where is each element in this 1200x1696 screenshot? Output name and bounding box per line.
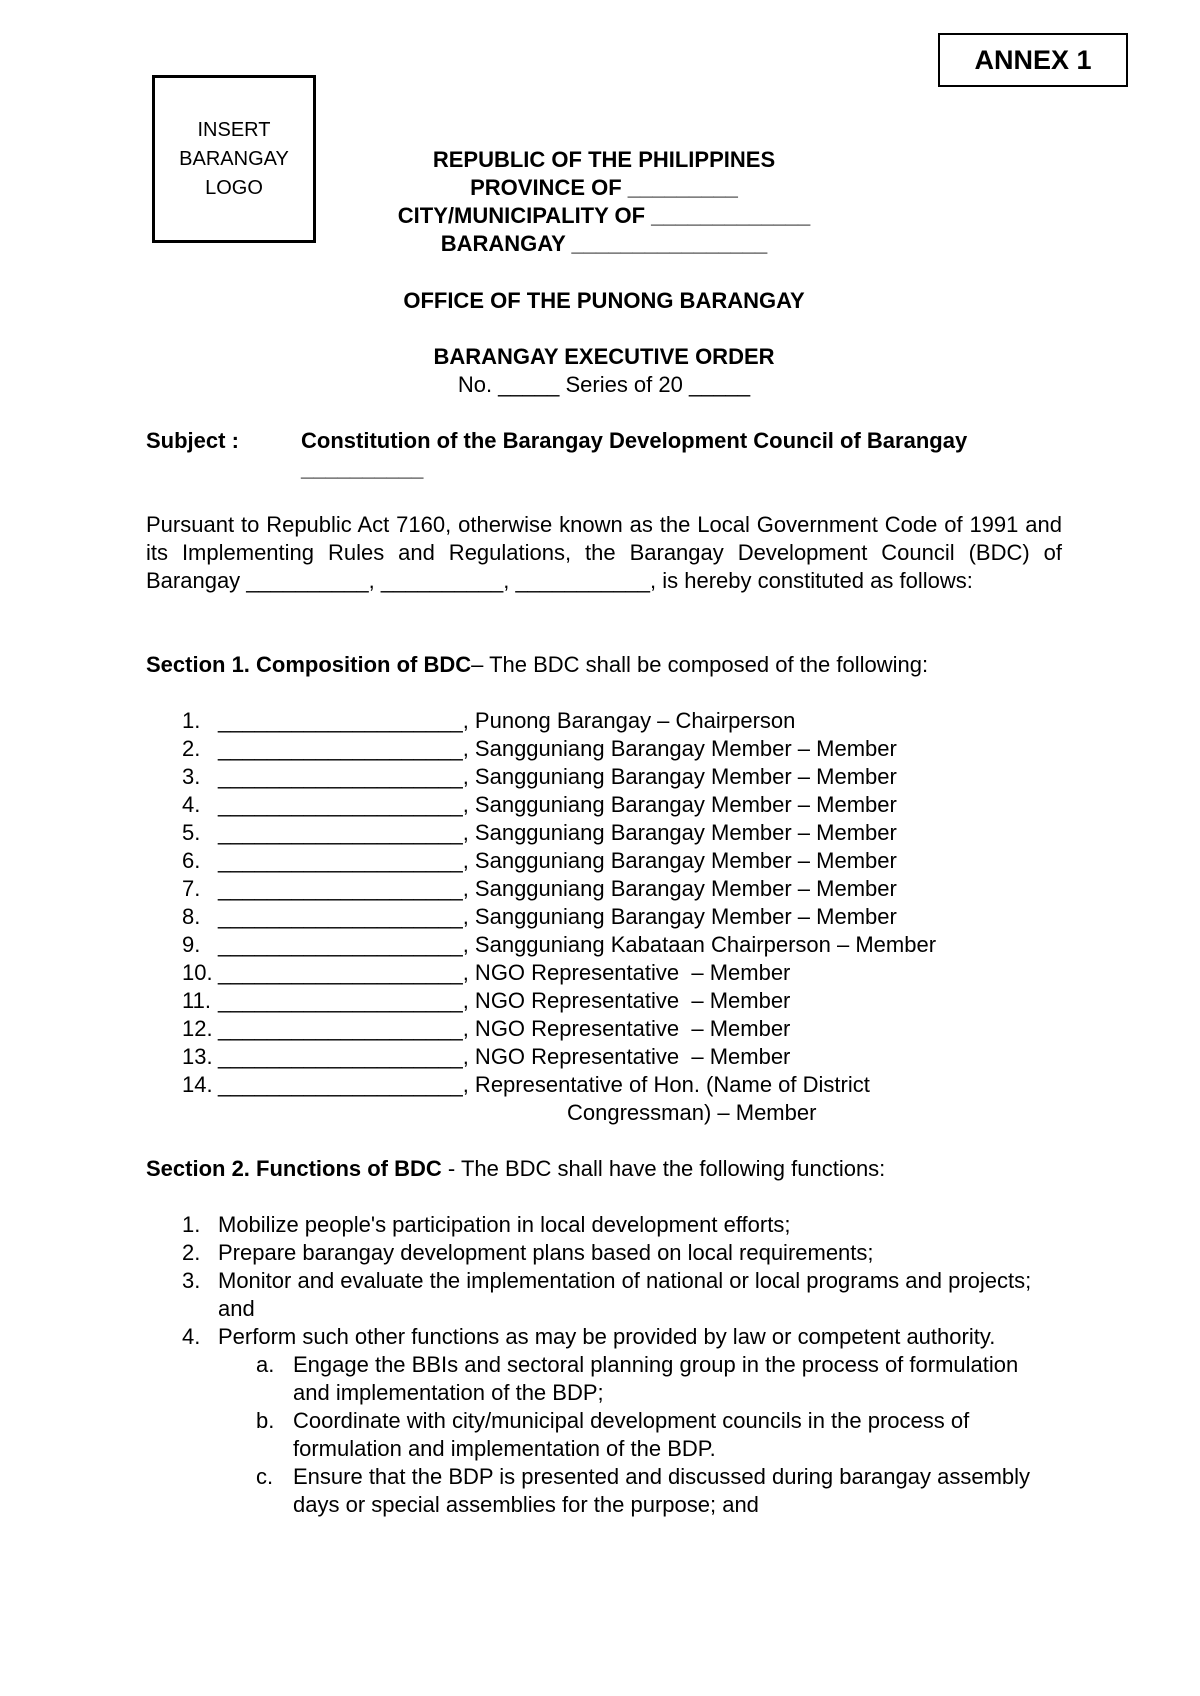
- item-text: ____________________, Sangguniang Kabataan Chairperson – Member: [218, 932, 937, 957]
- item-number: 7.: [182, 876, 201, 901]
- list-item: [146, 1015, 936, 1043]
- item-text: ____________________, Sangguniang Barangay Member – Member: [218, 736, 897, 761]
- section1-heading: [146, 651, 928, 679]
- document-header: [300, 146, 908, 258]
- barangay-logo-placeholder: [152, 75, 316, 243]
- item-text: Ensure that the BDP is presented and discussed during barangay assembly days or special assemblies for the purpose; and: [293, 1464, 1031, 1517]
- sub-list-item: [146, 1407, 1053, 1463]
- item-number: 14.: [182, 1072, 213, 1097]
- item-text: ____________________, Sangguniang Barangay Member – Member: [218, 820, 897, 845]
- item-number: 3.: [182, 1268, 201, 1293]
- list-item: [146, 763, 936, 791]
- item-text: ____________________, NGO Representative – Member: [218, 1044, 791, 1069]
- item-letter: c.: [256, 1464, 274, 1489]
- bdc-functions-list: [146, 1211, 1053, 1519]
- item-number: 5.: [182, 820, 201, 845]
- list-item: [146, 1071, 936, 1099]
- section1-title: Section 1. Composition of BDC: [146, 652, 472, 677]
- list-item: [146, 931, 936, 959]
- item-text: ____________________, Sangguniang Barangay Member – Member: [218, 792, 897, 817]
- item-text: Prepare barangay development plans based on local requirements;: [218, 1240, 874, 1265]
- list-item: [146, 735, 936, 763]
- item-text: ____________________, Punong Barangay – Chairperson: [218, 708, 796, 733]
- item-number: 1.: [182, 1212, 201, 1237]
- item-text: ____________________, Sangguniang Barangay Member – Member: [218, 848, 897, 873]
- order-title: BARANGAY EXECUTIVE ORDER: [433, 344, 775, 369]
- list-item: [146, 1323, 1053, 1351]
- item-text: ____________________, Sangguniang Barangay Member – Member: [218, 904, 897, 929]
- list-item: [146, 1267, 1053, 1323]
- subject-text: Constitution of the Barangay Development Council of Barangay __________: [301, 428, 968, 481]
- item-text: Coordinate with city/municipal development councils in the process of formulation and implementation of the BDP.: [293, 1408, 970, 1461]
- item-text: Engage the BBIs and sectoral planning group in the process of formulation and implementation of the BDP;: [293, 1352, 1019, 1405]
- sub-list-item: [146, 1463, 1053, 1519]
- bdc-member-list: [146, 707, 936, 1127]
- subject-label: Subject :: [146, 428, 239, 453]
- list-item: [146, 903, 936, 931]
- item-number: 12.: [182, 1016, 213, 1041]
- order-number: No. _____ Series of 20 _____: [457, 372, 751, 397]
- logo-placeholder-line: BARANGAY: [179, 147, 289, 170]
- item-number: 4.: [182, 792, 201, 817]
- list-item: [146, 875, 936, 903]
- list-item: [146, 1239, 1053, 1267]
- section2-text: - The BDC shall have the following functions:: [441, 1156, 886, 1181]
- annex-label: ANNEX 1: [938, 33, 1128, 87]
- section1-text: – The BDC shall be composed of the following:: [471, 652, 929, 677]
- list-item: [146, 819, 936, 847]
- list-item-continuation: [146, 1099, 936, 1127]
- header-republic: REPUBLIC OF THE PHILIPPINES: [432, 147, 776, 172]
- item-text-continuation: Congressman) – Member: [567, 1100, 817, 1125]
- item-text: ____________________, Sangguniang Barangay Member – Member: [218, 764, 897, 789]
- header-barangay: BARANGAY ________________: [440, 231, 768, 256]
- item-number: 9.: [182, 932, 201, 957]
- list-item: [146, 847, 936, 875]
- intro-paragraph: Pursuant to Republic Act 7160, otherwise known as the Local Government Code of 1991 and its Implementing Rules and Regulations, the Barangay Development Council (BDC) of Barangay __________, __________, ___________, is hereby constituted as follows:: [146, 512, 1062, 593]
- logo-placeholder-line: INSERT: [197, 118, 271, 141]
- list-item: [146, 959, 936, 987]
- item-text: Perform such other functions as may be provided by law or competent authority.: [218, 1324, 996, 1349]
- item-number: 2.: [182, 736, 201, 761]
- item-number: 11.: [182, 988, 211, 1013]
- list-item: [146, 707, 936, 735]
- item-text: ____________________, NGO Representative – Member: [218, 988, 791, 1013]
- item-text: Mobilize people's participation in local development efforts;: [218, 1212, 791, 1237]
- item-letter: b.: [256, 1408, 275, 1433]
- item-number: 2.: [182, 1240, 201, 1265]
- list-item: [146, 1211, 1053, 1239]
- header-province: PROVINCE OF _________: [470, 175, 738, 200]
- section2-heading: [146, 1155, 885, 1183]
- item-text: ____________________, NGO Representative – Member: [218, 960, 791, 985]
- header-city: CITY/MUNICIPALITY OF _____________: [397, 203, 811, 228]
- logo-placeholder-line: LOGO: [205, 176, 263, 199]
- item-number: 13.: [182, 1044, 213, 1069]
- item-number: 8.: [182, 904, 201, 929]
- item-text: Monitor and evaluate the implementation of national or local programs and projects; and: [218, 1268, 1032, 1321]
- section2-title: Section 2. Functions of BDC: [146, 1156, 442, 1181]
- office-title: OFFICE OF THE PUNONG BARANGAY: [403, 288, 805, 313]
- item-number: 4.: [182, 1324, 201, 1349]
- list-item: [146, 791, 936, 819]
- item-number: 1.: [182, 708, 201, 733]
- item-letter: a.: [256, 1352, 275, 1377]
- item-text: ____________________, Sangguniang Barangay Member – Member: [218, 876, 897, 901]
- list-item: [146, 1043, 936, 1071]
- item-number: 10.: [182, 960, 213, 985]
- item-text: ____________________, NGO Representative – Member: [218, 1016, 791, 1041]
- item-text: ____________________, Representative of Hon. (Name of District: [218, 1072, 870, 1097]
- list-item: [146, 987, 936, 1015]
- item-number: 3.: [182, 764, 201, 789]
- sub-list-item: [146, 1351, 1053, 1407]
- item-number: 6.: [182, 848, 201, 873]
